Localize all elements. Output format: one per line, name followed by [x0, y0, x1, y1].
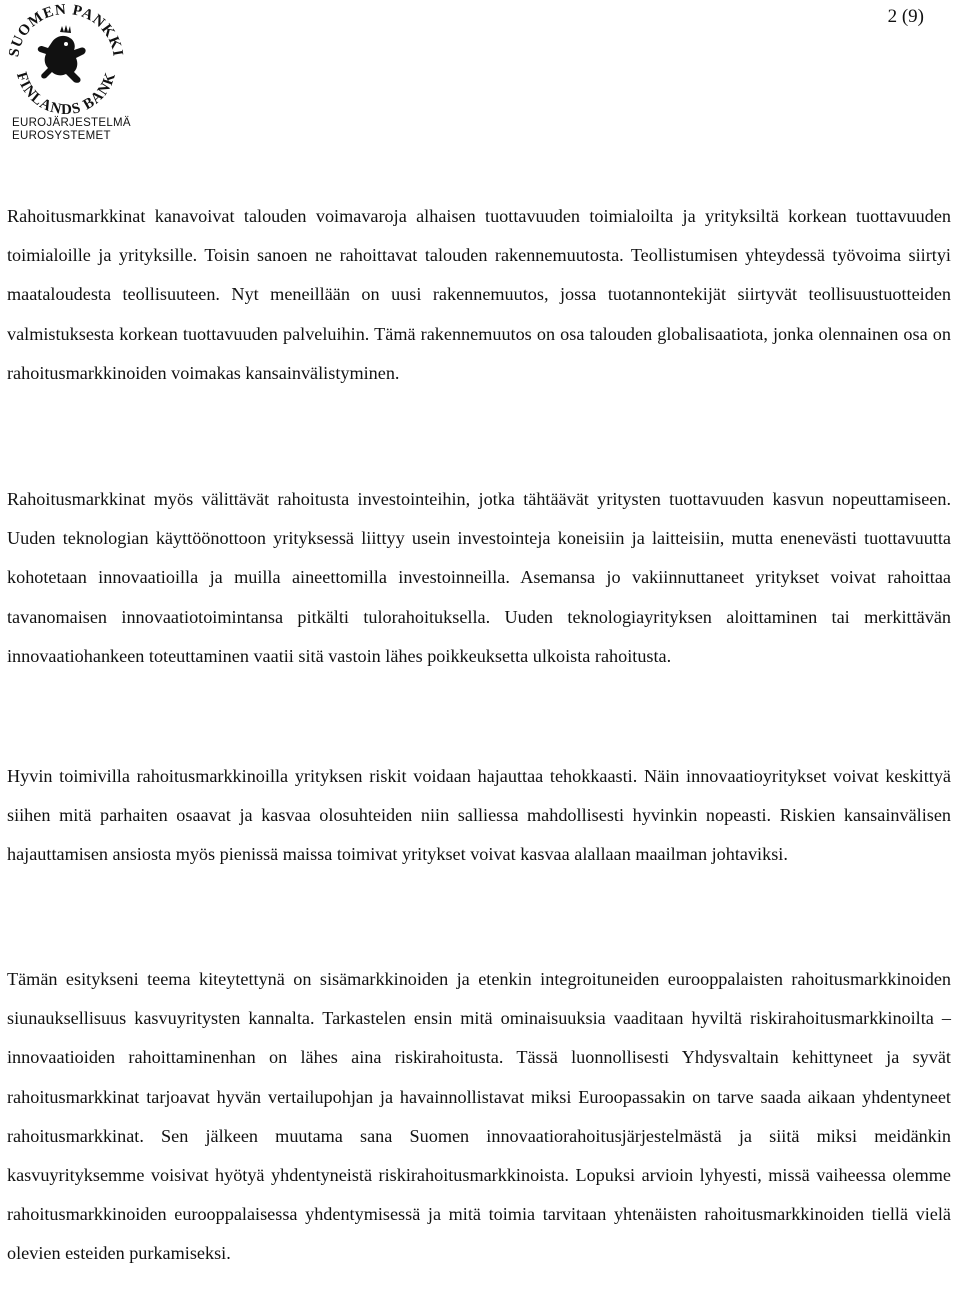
bank-seal-icon [4, 2, 128, 114]
lion-icon [38, 25, 86, 83]
body-paragraph-4: Tämän esitykseni teema kiteytettynä on sisämarkkinoiden ja etenkin integroituneiden eurooppalaisten rahoitusmarkkinoiden siunauksellisuus kasvuyritysten kannalta. Tarkastelen ensin mitä ominaisuuksia vaaditaan hyviltä riskirahoitusmarkkinoilta – innovaatioiden rahoittaminenhan on lähes aina riskirahoitusta. Tässä luonnollisesti Yhdysvaltain kehittyneet ja syvät rahoitusmarkkinat tarjoavat hyvän vertailupohjan ja havainnollistavat miksi Euroopassakin on tarve saada aikaan yhdentyneet rahoitusmarkkinat. Sen jälkeen muutama sana Suomen innovaatiorahoitusjärjestelmästä ja siitä miksi meidänkin kasvuyrityksemme voisivat hyötyä yhdentyneistä riskirahoitusmarkkinoista. Lopuksi arvioin lyhyesti, missä vaiheessa olemme rahoitusmarkkinoiden eurooppalaisessa yhdentymisessä ja mitä toimia tarvitaan yhtenäisten rahoitusmarkkinoiden tiellä vielä olevien esteiden purkamiseksi. [7, 969, 951, 1264]
seal-text-bottom: FINLANDS BANK [12, 70, 120, 114]
logo-line-eurosystem-sv: EUROSYSTEMET [12, 130, 111, 142]
body-paragraph-2: Rahoitusmarkkinat myös välittävät rahoitusta investointeihin, jotka tähtäävät yritysten tuottavuuden kasvun nopeuttamiseen. Uuden teknologian käyttöönottoon yrityksessä liittyy usein investointeja koneisiin ja laitteisiin, mutta enenevästi tuottavuutta kohotetaan innovaatioilla ja muilla aineettomilla investoinneilla. Asemansa jo vakiinnuttaneet yritykset voivat rahoittaa tavanomaisen innovaatiotoimintansa pitkälti tulorahoituksella. Uuden teknologiayrityksen aloittaminen tai merkittävän innovaatiohankeen toteuttaminen vaatii sitä vastoin lähes poikkeuksetta ulkoista rahoitusta. [7, 489, 951, 666]
body-paragraph-3: Hyvin toimivilla rahoitusmarkkinoilla yrityksen riskit voidaan hajauttaa tehokkaasti. Näin innovaatioyritykset voivat keskittyä siihen mitä parhaiten osaavat ja kasvaa olosuhteiden niin salliessa mahdollisesti hyvinkin nopeasti. Riskien kansainvälisen hajauttamisen ansiosta myös pienissä maissa toimivat yritykset voivat kasvaa alallaan maailman johtaviksi. [7, 766, 951, 865]
page-number: 2 (9) [887, 6, 924, 27]
svg-text:FINLANDS BANK [13, 70, 119, 114]
seal-text-top: SUOMEN PANKKI [6, 2, 126, 59]
logo-line-eurosystem-fi: EUROJÄRJESTELMÄ [12, 117, 131, 129]
body-paragraph-1: Rahoitusmarkkinat kanavoivat talouden voimavaroja alhaisen tuottavuuden toimialoilta ja yrityksiltä korkean tuottavuuden toimialoille ja yrityksille. Toisin sanoen ne rahoittavat talouden rakennemuutosta. Teollistumisen yhteydessä työvoima siirtyi maataloudesta teollisuuteen. Nyt meneillään on uusi rakennemuutos, jossa tuotannontekijät siirtyvät teollisuustuotteiden valmistuksesta korkean tuottavuuden palveluihin. Tämä rakennemuutos on osa talouden globalisaatiota, jonka olennainen osa on rahoitusmarkkinoiden voimakas kansainvälistyminen. [7, 206, 951, 383]
bank-logo [4, 2, 131, 144]
